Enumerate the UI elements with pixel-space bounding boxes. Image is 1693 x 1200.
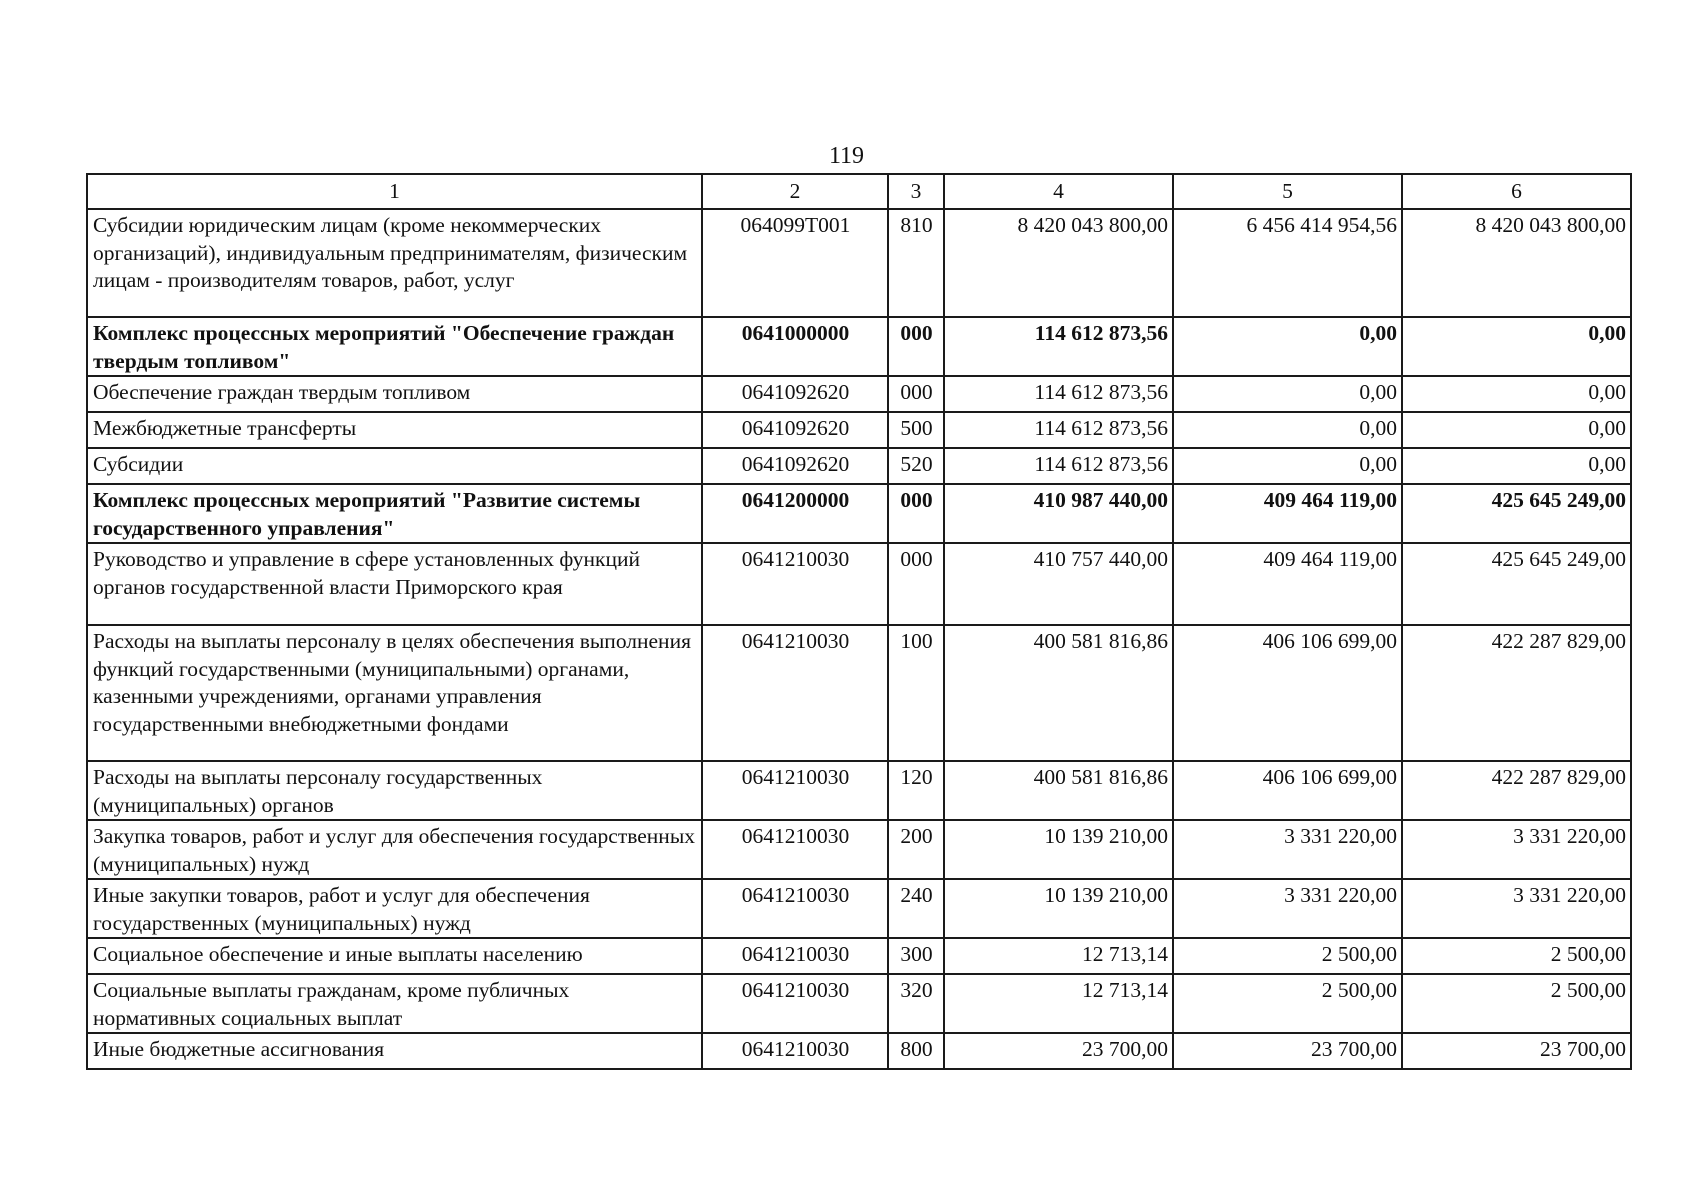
row-amount-4: 410 987 440,00 [944, 484, 1173, 543]
row-amount-5: 406 106 699,00 [1173, 625, 1402, 761]
table-row-bold [87, 484, 1631, 543]
row-amount-6: 0,00 [1402, 412, 1631, 448]
table-row [87, 412, 1631, 448]
row-code: 0641210030 [702, 625, 888, 761]
row-amount-4: 114 612 873,56 [944, 376, 1173, 412]
row-name: Комплекс процессных мероприятий "Обеспечение граждан твердым топливом" [87, 317, 702, 376]
row-amount-4: 23 700,00 [944, 1033, 1173, 1069]
column-header-code: 2 [702, 174, 888, 209]
row-kvr: 320 [888, 974, 944, 1033]
row-amount-4: 114 612 873,56 [944, 317, 1173, 376]
table-row [87, 761, 1631, 820]
row-kvr: 100 [888, 625, 944, 761]
column-header-amount-5: 5 [1173, 174, 1402, 209]
row-amount-5: 409 464 119,00 [1173, 543, 1402, 625]
budget-table [86, 173, 1632, 1070]
row-code: 0641210030 [702, 820, 888, 879]
row-amount-5: 0,00 [1173, 412, 1402, 448]
row-amount-4: 10 139 210,00 [944, 879, 1173, 938]
table-row [87, 974, 1631, 1033]
row-amount-6: 3 331 220,00 [1402, 879, 1631, 938]
row-amount-5: 0,00 [1173, 448, 1402, 484]
row-name: Комплекс процессных мероприятий "Развитие системы государственного управления" [87, 484, 702, 543]
row-amount-5: 2 500,00 [1173, 974, 1402, 1033]
row-amount-6: 425 645 249,00 [1402, 543, 1631, 625]
row-amount-6: 8 420 043 800,00 [1402, 209, 1631, 317]
row-amount-5: 0,00 [1173, 317, 1402, 376]
row-code: 0641092620 [702, 448, 888, 484]
row-kvr: 120 [888, 761, 944, 820]
row-kvr: 810 [888, 209, 944, 317]
table-header [87, 174, 1631, 209]
row-code: 0641210030 [702, 761, 888, 820]
row-amount-4: 400 581 816,86 [944, 761, 1173, 820]
table-row [87, 625, 1631, 761]
row-amount-4: 8 420 043 800,00 [944, 209, 1173, 317]
row-name: Обеспечение граждан твердым топливом [87, 376, 702, 412]
row-amount-4: 410 757 440,00 [944, 543, 1173, 625]
row-code: 0641092620 [702, 376, 888, 412]
row-amount-5: 6 456 414 954,56 [1173, 209, 1402, 317]
row-kvr: 000 [888, 484, 944, 543]
row-kvr: 200 [888, 820, 944, 879]
row-name: Иные бюджетные ассигнования [87, 1033, 702, 1069]
table-row-bold [87, 317, 1631, 376]
row-kvr: 300 [888, 938, 944, 974]
table-row [87, 448, 1631, 484]
row-amount-6: 0,00 [1402, 448, 1631, 484]
row-code: 0641210030 [702, 879, 888, 938]
table-row [87, 1033, 1631, 1069]
row-name: Закупка товаров, работ и услуг для обеспечения государственных (муниципальных) нужд [87, 820, 702, 879]
row-amount-4: 10 139 210,00 [944, 820, 1173, 879]
row-amount-6: 422 287 829,00 [1402, 761, 1631, 820]
page-number: 119 [828, 143, 865, 169]
table-row [87, 879, 1631, 938]
row-code: 0641200000 [702, 484, 888, 543]
row-name: Межбюджетные трансферты [87, 412, 702, 448]
row-amount-5: 409 464 119,00 [1173, 484, 1402, 543]
row-amount-4: 114 612 873,56 [944, 448, 1173, 484]
row-code: 064099Т001 [702, 209, 888, 317]
row-amount-4: 12 713,14 [944, 938, 1173, 974]
row-name: Субсидии юридическим лицам (кроме некоммерческих организаций), индивидуальным предпринимателям, физическим лицам - производителям товаров, работ, услуг [87, 209, 702, 317]
row-kvr: 520 [888, 448, 944, 484]
row-code: 0641092620 [702, 412, 888, 448]
table-row [87, 820, 1631, 879]
column-header-amount-6: 6 [1402, 174, 1631, 209]
row-code: 0641210030 [702, 938, 888, 974]
header-row [87, 174, 1631, 209]
row-amount-5: 2 500,00 [1173, 938, 1402, 974]
column-header-amount-4: 4 [944, 174, 1173, 209]
row-amount-6: 3 331 220,00 [1402, 820, 1631, 879]
row-name: Расходы на выплаты персоналу государственных (муниципальных) органов [87, 761, 702, 820]
row-amount-4: 114 612 873,56 [944, 412, 1173, 448]
row-amount-6: 23 700,00 [1402, 1033, 1631, 1069]
row-kvr: 800 [888, 1033, 944, 1069]
table-row [87, 938, 1631, 974]
row-kvr: 240 [888, 879, 944, 938]
row-name: Руководство и управление в сфере установленных функций органов государственной власти Приморского края [87, 543, 702, 625]
row-amount-5: 406 106 699,00 [1173, 761, 1402, 820]
row-code: 0641210030 [702, 1033, 888, 1069]
row-kvr: 000 [888, 376, 944, 412]
row-amount-4: 400 581 816,86 [944, 625, 1173, 761]
table-row [87, 209, 1631, 317]
row-name: Расходы на выплаты персоналу в целях обеспечения выполнения функций государственными (муниципальными) органами, казенными учреждениями, органами управления государственными внебюджетными фондами [87, 625, 702, 761]
row-kvr: 000 [888, 543, 944, 625]
column-header-kvr: 3 [888, 174, 944, 209]
row-amount-6: 2 500,00 [1402, 938, 1631, 974]
row-amount-4: 12 713,14 [944, 974, 1173, 1033]
row-name: Субсидии [87, 448, 702, 484]
row-name: Иные закупки товаров, работ и услуг для обеспечения государственных (муниципальных) нужд [87, 879, 702, 938]
row-amount-6: 422 287 829,00 [1402, 625, 1631, 761]
row-amount-5: 3 331 220,00 [1173, 820, 1402, 879]
row-kvr: 500 [888, 412, 944, 448]
column-header-name: 1 [87, 174, 702, 209]
table-row [87, 543, 1631, 625]
row-amount-6: 425 645 249,00 [1402, 484, 1631, 543]
row-kvr: 000 [888, 317, 944, 376]
row-amount-5: 23 700,00 [1173, 1033, 1402, 1069]
row-amount-6: 2 500,00 [1402, 974, 1631, 1033]
row-amount-5: 3 331 220,00 [1173, 879, 1402, 938]
row-amount-6: 0,00 [1402, 317, 1631, 376]
row-code: 0641210030 [702, 974, 888, 1033]
table-body [87, 209, 1631, 1069]
table-row [87, 376, 1631, 412]
row-code: 0641210030 [702, 543, 888, 625]
row-code: 0641000000 [702, 317, 888, 376]
row-name: Социальные выплаты гражданам, кроме публичных нормативных социальных выплат [87, 974, 702, 1033]
row-amount-6: 0,00 [1402, 376, 1631, 412]
row-name: Социальное обеспечение и иные выплаты населению [87, 938, 702, 974]
row-amount-5: 0,00 [1173, 376, 1402, 412]
